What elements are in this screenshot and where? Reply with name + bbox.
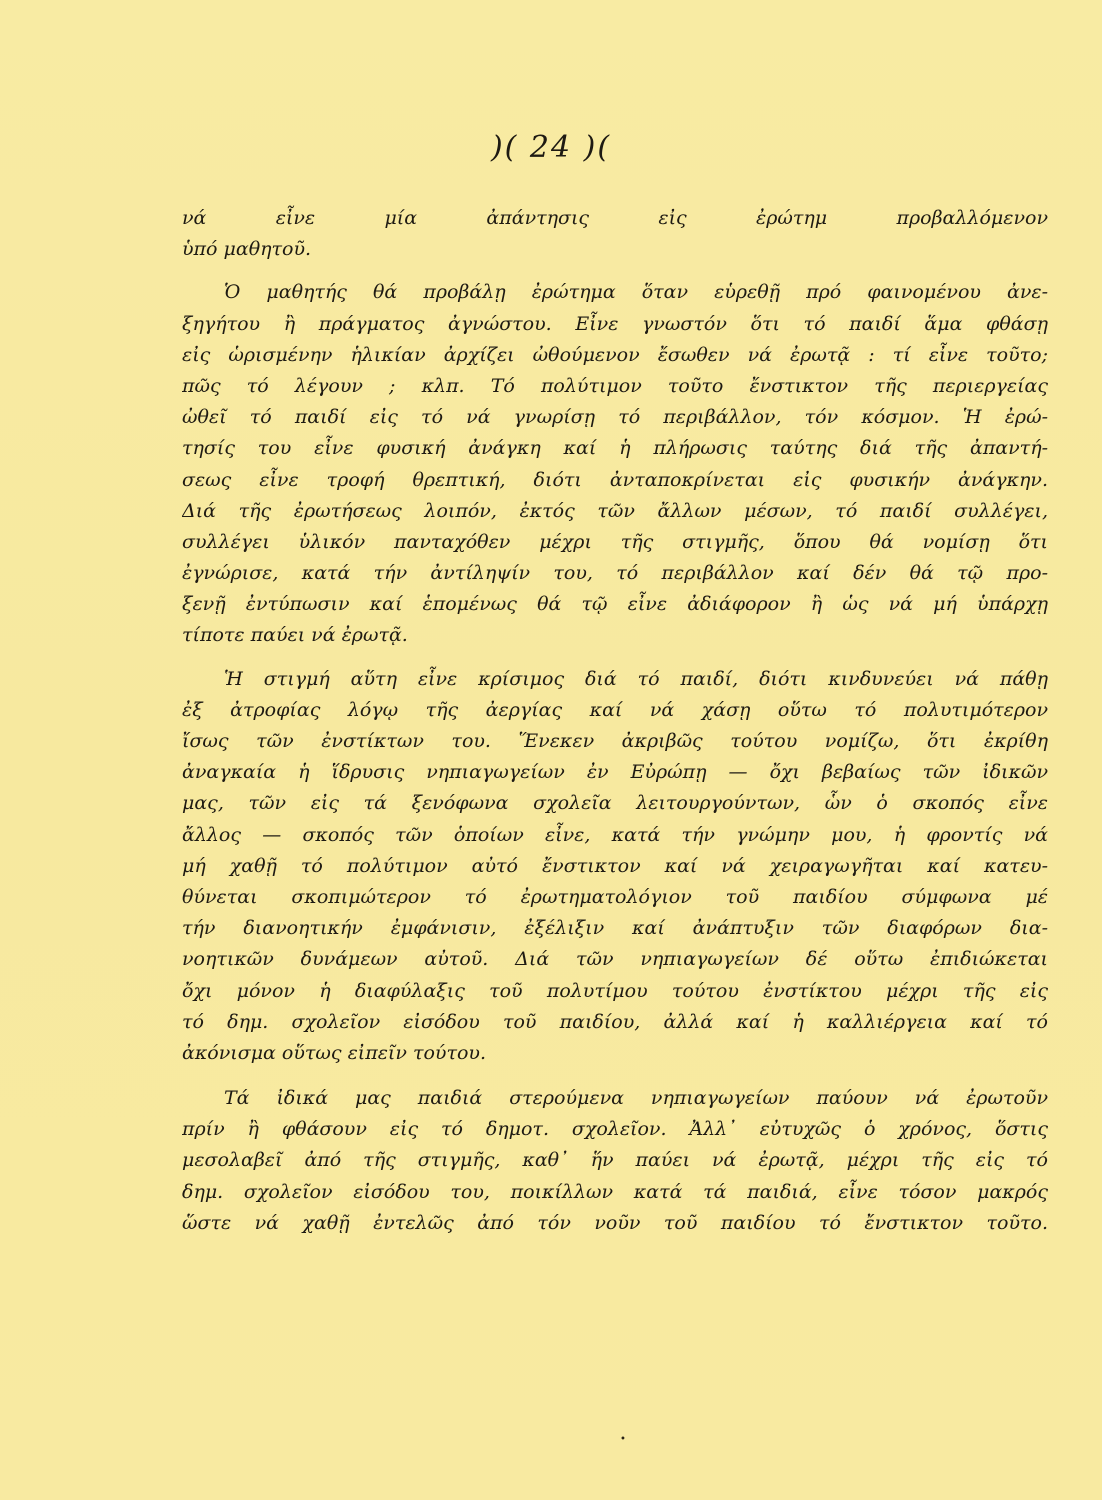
text-line: ὑπό μαθητοῦ. xyxy=(182,238,312,261)
text-line: ἴσως τῶν ἐνστίκτων του. Ἕνεκεν ἀκριβῶς τούτου νομίζω, ὅτι ἐκρίθη xyxy=(182,730,1048,752)
paragraph xyxy=(182,203,1048,265)
text-line: τήν διανοητικήν ἐμφάνισιν, ἐξέλιξιν καί ἀνάπτυξιν τῶν διαφόρων δια- xyxy=(182,917,1048,940)
body-text xyxy=(182,203,1048,1239)
paragraph-gap xyxy=(182,652,1048,664)
text-line: Ὁ μαθητής θά προβάλῃ ἐρώτημα ὅταν εὑρεθῇ πρό φαινομένου ἀνε- xyxy=(224,281,1048,304)
text-line: ἐξ ἀτροφίας λόγῳ τῆς ἀεργίας καί νά χάσῃ οὕτω τό πολυτιμότερον xyxy=(182,698,1048,721)
text-line: μεσολαβεῖ ἀπό τῆς στιγμῆς, καθ᾽ ἥν παύει νά ἐρωτᾷ, μέχρι τῆς εἰς τό xyxy=(182,1149,1048,1172)
text-line: ὥστε νά χαθῇ ἐντελῶς ἀπό τόν νοῦν τοῦ παιδίου τό ἔνστικτον τοῦτο. xyxy=(182,1211,1048,1234)
text-line: μή χαθῇ τό πολύτιμον αὐτό ἔνστικτον καί νά χειραγωγῆται καί κατευ- xyxy=(182,854,1048,877)
text-line: ἐγνώρισε, κατά τήν ἀντίληψίν του, τό περιβάλλον καί δέν θά τῷ προ- xyxy=(182,562,1048,585)
text-line: Τά ἰδικά μας παιδιά στερούμενα νηπιαγωγείων παύουν νά ἐρωτοῦν xyxy=(224,1087,1048,1110)
text-line: μας, τῶν εἰς τά ξενόφωνα σχολεῖα λειτουργούντων, ὧν ὁ σκοπός εἶνε xyxy=(182,792,1048,815)
text-line: εἰς ὡρισμένην ἡλικίαν ἀρχίζει ὠθούμενον ἔσωθεν νά ἐρωτᾷ : τί εἶνε τοῦτο; xyxy=(182,343,1048,366)
text-line: πρίν ἢ φθάσουν εἰς τό δημοτ. σχολεῖον. Ἀλλ᾽ εὐτυχῶς ὁ χρόνος, ὅστις xyxy=(182,1118,1048,1141)
paragraph-gap xyxy=(182,1069,1048,1083)
text-line: ἀκόνισμα οὕτως εἰπεῖν τούτου. xyxy=(182,1041,486,1064)
text-line: ξηγήτου ἢ πράγματος ἀγνώστου. Εἶνε γνωστόν ὅτι τό παιδί ἅμα φθάσῃ xyxy=(182,312,1048,335)
text-line: συλλέγει ὑλικόν πανταχόθεν μέχρι τῆς στιγμῆς, ὅπου θά νομίσῃ ὅτι xyxy=(182,530,1048,553)
text-line: σεως εἶνε τροφή θρεπτική, διότι ἀνταποκρίνεται εἰς φυσικήν ἀνάγκην. xyxy=(182,468,1048,491)
text-line: τό δημ. σχολεῖον εἰσόδου τοῦ παιδίου, ἀλλά καί ἡ καλλιέργεια καί τό xyxy=(182,1010,1048,1033)
paragraph xyxy=(182,277,1048,651)
text-line: ὄχι μόνον ἡ διαφύλαξις τοῦ πολυτίμου τούτου ἐνστίκτου μέχρι τῆς εἰς xyxy=(182,979,1048,1002)
text-line: Ἡ στιγμή αὕτη εἶνε κρίσιμος διά τό παιδί, διότι κινδυνεύει νά πάθῃ xyxy=(224,667,1048,690)
text-line: ὠθεῖ τό παιδί εἰς τό νά γνωρίσῃ τό περιβάλλον, τόν κόσμον. Ἡ ἐρώ- xyxy=(182,406,1048,429)
text-line: δημ. σχολεῖον εἰσόδου του, ποικίλλων κατά τά παιδιά, εἶνε τόσον μακρός xyxy=(182,1180,1048,1203)
text-line: ξενῇ ἐντύπωσιν καί ἑπομένως θά τῷ εἶνε ἀδιάφορον ἢ ὡς νά μή ὑπάρχῃ xyxy=(182,593,1048,616)
text-line: πῶς τό λέγουν ; κλπ. Τό πολύτιμον τοῦτο ἔνστικτον τῆς περιεργείας xyxy=(182,374,1048,397)
text-line: ἄλλος — σκοπός τῶν ὁποίων εἶνε, κατά τήν γνώμην μου, ἡ φροντίς νά xyxy=(182,823,1048,846)
paragraph xyxy=(182,664,1048,1069)
text-line: ἀναγκαία ἡ ἵδρυσις νηπιαγωγείων ἐν Εὐρώπῃ — ὄχι βεβαίως τῶν ἰδικῶν xyxy=(182,761,1048,784)
footer-mark: • xyxy=(620,1434,626,1445)
text-line: τίποτε παύει νά ἐρωτᾷ. xyxy=(182,624,408,647)
text-line: Διά τῆς ἐρωτήσεως λοιπόν, ἐκτός τῶν ἄλλων μέσων, τό παιδί συλλέγει, xyxy=(182,499,1048,522)
paragraph-gap xyxy=(182,265,1048,277)
text-line: τησίς του εἶνε φυσική ἀνάγκη καί ἡ πλήρωσις ταύτης διά τῆς ἀπαντή- xyxy=(182,437,1048,460)
text-line: νά εἶνε μία ἀπάντησις εἰς ἐρώτημ προβαλλόμενον xyxy=(182,207,1048,229)
text-line: νοητικῶν δυνάμεων αὐτοῦ. Διά τῶν νηπιαγωγείων δέ οὕτω ἐπιδιώκεται xyxy=(182,948,1048,971)
text-line: θύνεται σκοπιμώτερον τό ἐρωτηματολόγιον τοῦ παιδίου σύμφωνα μέ xyxy=(182,885,1048,908)
paragraph xyxy=(182,1083,1048,1239)
page-number-header: )( 24 )( xyxy=(490,130,612,165)
